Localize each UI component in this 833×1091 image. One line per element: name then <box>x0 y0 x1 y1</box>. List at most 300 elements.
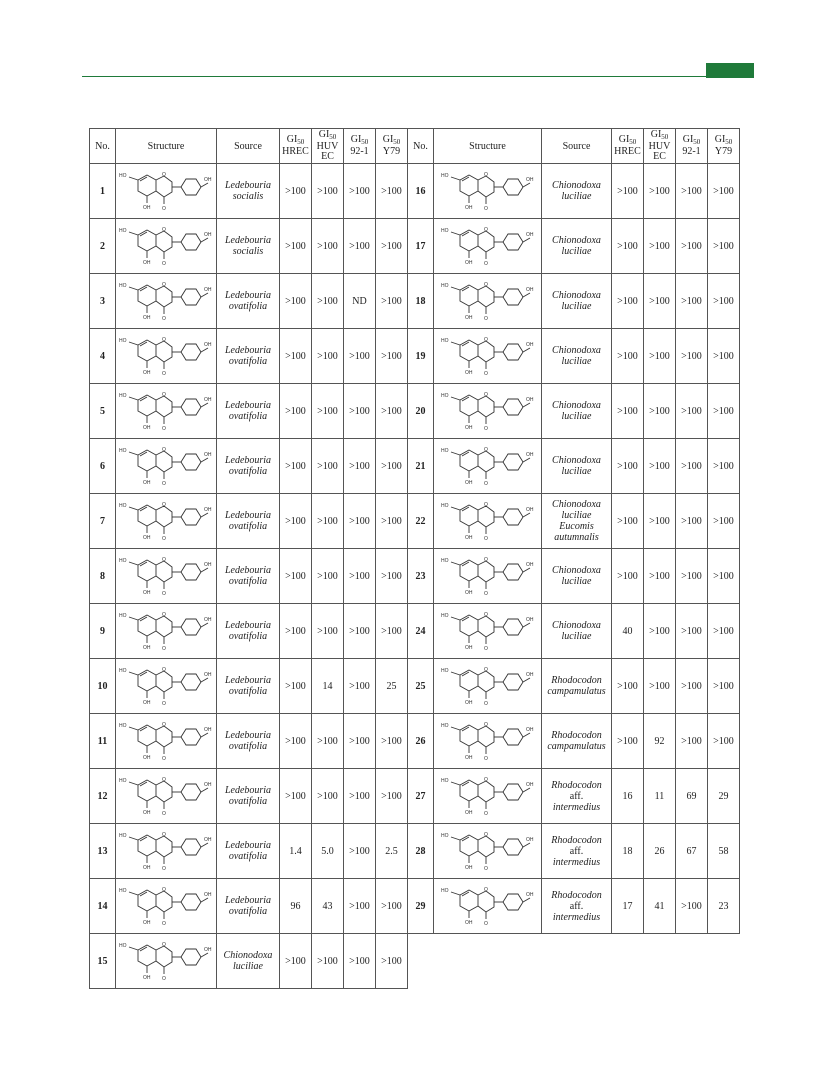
svg-text:OH: OH <box>525 837 533 843</box>
gi50-92-1: >100 <box>344 879 376 934</box>
structure-drawing <box>440 773 536 819</box>
gi50-hrec: >100 <box>612 384 644 439</box>
gi50-hrec: >100 <box>612 329 644 384</box>
svg-text:O: O <box>162 667 166 673</box>
svg-text:HO: HO <box>440 283 448 289</box>
gi50-huvec: >100 <box>644 604 676 659</box>
svg-text:HO: HO <box>119 613 127 619</box>
source-line: ovatifolia <box>228 576 268 587</box>
gi50-hrec: 40 <box>612 604 644 659</box>
structure-drawing <box>118 553 214 599</box>
compound-structure <box>434 384 542 439</box>
source-line: Ledebouria <box>224 455 272 466</box>
table-row <box>90 824 408 879</box>
gi50-92-1: >100 <box>344 219 376 274</box>
structure-drawing <box>118 663 214 709</box>
svg-text:HO: HO <box>119 228 127 234</box>
gi50-92-1: >100 <box>344 769 376 824</box>
gi50-huvec: >100 <box>644 549 676 604</box>
compound-number: 29 <box>408 879 434 934</box>
gi50-huvec: >100 <box>312 934 344 989</box>
svg-text:OH: OH <box>525 397 533 403</box>
compound-source <box>542 714 612 769</box>
gi50-y79: >100 <box>376 494 408 549</box>
svg-text:O: O <box>483 227 488 233</box>
svg-text:O: O <box>162 502 166 508</box>
svg-text:OH: OH <box>525 617 533 623</box>
svg-text:O: O <box>162 316 166 322</box>
svg-text:O: O <box>483 172 488 178</box>
gi50-hrec: >100 <box>280 549 312 604</box>
gi50-y79: >100 <box>376 164 408 219</box>
gi50-hrec: >100 <box>280 604 312 659</box>
structure-drawing <box>118 883 214 929</box>
table-row <box>90 714 408 769</box>
gi50-huvec: >100 <box>644 384 676 439</box>
compound-source <box>542 384 612 439</box>
svg-text:O: O <box>162 921 166 927</box>
source-line: ovatifolia <box>228 466 268 477</box>
svg-text:O: O <box>162 337 166 343</box>
table-row <box>408 824 740 879</box>
source-line: Ledebouria <box>224 345 272 356</box>
svg-text:OH: OH <box>464 700 472 706</box>
gi50-huvec: >100 <box>312 494 344 549</box>
svg-text:HO: HO <box>119 448 127 454</box>
gi50-92-1: >100 <box>344 604 376 659</box>
svg-text:O: O <box>483 667 488 673</box>
table-row <box>408 439 740 494</box>
svg-text:O: O <box>483 371 488 377</box>
header-no: No. <box>408 129 434 164</box>
source-line: Ledebouria <box>224 895 272 906</box>
compound-source <box>217 714 280 769</box>
svg-text:OH: OH <box>525 727 533 733</box>
gi50-hrec: >100 <box>612 714 644 769</box>
compound-number: 6 <box>90 439 116 494</box>
svg-text:HO: HO <box>119 173 127 179</box>
structure-drawing <box>118 443 214 489</box>
gi50-y79: >100 <box>708 219 740 274</box>
svg-text:OH: OH <box>143 205 151 211</box>
gi50-92-1: >100 <box>676 219 708 274</box>
gi50-hrec: >100 <box>612 494 644 549</box>
svg-text:OH: OH <box>204 892 212 898</box>
gi50-y79: >100 <box>708 274 740 329</box>
svg-text:O: O <box>162 701 166 707</box>
gi50-y79: 2.5 <box>376 824 408 879</box>
compound-structure <box>116 164 217 219</box>
compound-source <box>217 384 280 439</box>
compound-structure <box>116 439 217 494</box>
gi50-hrec: >100 <box>280 494 312 549</box>
structure-drawing <box>440 608 536 654</box>
source-line: Ledebouria <box>224 730 272 741</box>
compound-number: 2 <box>90 219 116 274</box>
compound-structure <box>434 769 542 824</box>
header-hrec: $GI_{50}$ HREC <box>612 129 644 164</box>
gi50-92-1: >100 <box>344 384 376 439</box>
source-line: Chionodoxa <box>552 345 601 356</box>
table-header-row <box>408 129 740 164</box>
structure-drawing <box>118 773 214 819</box>
svg-text:HO: HO <box>440 448 448 454</box>
gi50-92-1: >100 <box>344 549 376 604</box>
gi50-y79: 25 <box>376 659 408 714</box>
svg-text:OH: OH <box>143 425 151 431</box>
gi50-huvec: 43 <box>312 879 344 934</box>
gi50-hrec: 18 <box>612 824 644 879</box>
compound-source <box>217 164 280 219</box>
structure-drawing <box>118 223 214 269</box>
svg-text:O: O <box>483 557 488 563</box>
svg-text:HO: HO <box>440 668 448 674</box>
compound-number: 24 <box>408 604 434 659</box>
structure-drawing <box>118 828 214 874</box>
svg-text:O: O <box>162 887 166 893</box>
source-line: Ledebouria <box>224 675 272 686</box>
svg-text:O: O <box>162 942 166 948</box>
gi50-92-1: >100 <box>344 329 376 384</box>
compound-number: 21 <box>408 439 434 494</box>
table-row <box>90 494 408 549</box>
gi50-y79: >100 <box>376 329 408 384</box>
compound-number: 26 <box>408 714 434 769</box>
source-line: luciliae <box>561 356 592 367</box>
gi50-92-1: >100 <box>676 494 708 549</box>
compound-number: 14 <box>90 879 116 934</box>
svg-text:O: O <box>483 392 488 398</box>
gi50-huvec: 41 <box>644 879 676 934</box>
source-line: Chionodoxa <box>552 565 601 576</box>
source-line: Ledebouria <box>224 620 272 631</box>
svg-text:HO: HO <box>119 888 127 894</box>
svg-text:O: O <box>162 536 166 542</box>
gi50-y79: >100 <box>376 549 408 604</box>
gi50-huvec: >100 <box>312 274 344 329</box>
table-row <box>408 274 740 329</box>
source-line: Ledebouria <box>224 290 272 301</box>
svg-text:HO: HO <box>119 503 127 509</box>
svg-text:HO: HO <box>440 338 448 344</box>
svg-text:HO: HO <box>119 668 127 674</box>
compound-structure <box>116 274 217 329</box>
compound-number: 28 <box>408 824 434 879</box>
svg-text:O: O <box>162 591 166 597</box>
gi50-y79: >100 <box>708 549 740 604</box>
svg-text:OH: OH <box>143 590 151 596</box>
gi50-hrec: >100 <box>280 934 312 989</box>
svg-text:O: O <box>162 371 166 377</box>
structure-drawing <box>118 388 214 434</box>
compound-source <box>542 769 612 824</box>
table-row <box>408 659 740 714</box>
table-row <box>90 604 408 659</box>
source-line: ovatifolia <box>228 411 268 422</box>
table-row <box>408 714 740 769</box>
gi50-huvec: >100 <box>312 769 344 824</box>
svg-text:O: O <box>483 261 488 267</box>
compound-source <box>542 274 612 329</box>
source-line: luciliae <box>561 466 592 477</box>
compound-structure <box>434 219 542 274</box>
header-92-1: $GI_{50}$ 92-1 <box>676 129 708 164</box>
compound-source <box>542 659 612 714</box>
svg-text:HO: HO <box>440 888 448 894</box>
compound-structure <box>116 219 217 274</box>
svg-text:O: O <box>483 426 488 432</box>
gi50-y79: >100 <box>708 384 740 439</box>
compound-number: 15 <box>90 934 116 989</box>
gi50-hrec: >100 <box>612 274 644 329</box>
gi50-92-1: >100 <box>344 714 376 769</box>
source-line: intermedius <box>552 801 601 813</box>
gi50-hrec: >100 <box>612 549 644 604</box>
svg-text:O: O <box>483 722 488 728</box>
svg-text:OH: OH <box>464 205 472 211</box>
svg-text:HO: HO <box>440 228 448 234</box>
source-line: Eucomis <box>559 521 594 532</box>
structure-drawing <box>440 718 536 764</box>
compound-source <box>217 274 280 329</box>
source-line: Chionodoxa <box>552 180 601 191</box>
table-row <box>408 219 740 274</box>
gi50-huvec: >100 <box>644 659 676 714</box>
compound-structure <box>434 329 542 384</box>
source-line: Ledebouria <box>224 510 272 521</box>
gi50-hrec: 1.4 <box>280 824 312 879</box>
svg-text:OH: OH <box>204 672 212 678</box>
header-structure: Structure <box>116 129 217 164</box>
svg-text:O: O <box>162 557 166 563</box>
svg-text:OH: OH <box>525 782 533 788</box>
gi50-hrec: >100 <box>280 274 312 329</box>
svg-text:OH: OH <box>464 260 472 266</box>
svg-text:OH: OH <box>204 562 212 568</box>
svg-text:O: O <box>162 392 166 398</box>
gi50-y79: >100 <box>376 439 408 494</box>
compound-structure <box>116 604 217 659</box>
gi50-huvec: 5.0 <box>312 824 344 879</box>
svg-text:OH: OH <box>143 535 151 541</box>
source-line: luciliae <box>561 631 592 642</box>
svg-text:HO: HO <box>119 833 127 839</box>
svg-text:O: O <box>162 481 166 487</box>
source-line: Rhodocodon <box>551 889 602 901</box>
gi50-92-1: >100 <box>676 384 708 439</box>
structure-drawing <box>118 608 214 654</box>
svg-text:O: O <box>162 426 166 432</box>
gi50-92-1: 67 <box>676 824 708 879</box>
gi50-y79: >100 <box>708 329 740 384</box>
svg-text:OH: OH <box>525 507 533 513</box>
svg-text:OH: OH <box>525 287 533 293</box>
source-line: luciliae <box>561 301 592 312</box>
svg-text:O: O <box>162 172 166 178</box>
compound-source <box>217 439 280 494</box>
svg-text:O: O <box>162 777 166 783</box>
gi50-92-1: >100 <box>676 879 708 934</box>
header-92-1: $GI_{50}$ 92-1 <box>344 129 376 164</box>
gi50-92-1: >100 <box>676 714 708 769</box>
svg-text:OH: OH <box>464 370 472 376</box>
svg-text:O: O <box>162 722 166 728</box>
svg-text:O: O <box>483 536 488 542</box>
gi50-huvec: 92 <box>644 714 676 769</box>
compound-source <box>217 604 280 659</box>
compound-source <box>542 494 612 549</box>
gi50-y79: >100 <box>376 274 408 329</box>
compound-number: 7 <box>90 494 116 549</box>
gi50-92-1: >100 <box>344 824 376 879</box>
gi50-92-1: >100 <box>344 659 376 714</box>
source-line: ovatifolia <box>228 741 268 752</box>
compound-number: 18 <box>408 274 434 329</box>
gi50-huvec: >100 <box>644 219 676 274</box>
gi50-y79: >100 <box>376 604 408 659</box>
table-row <box>408 494 740 549</box>
svg-text:OH: OH <box>204 837 212 843</box>
svg-text:OH: OH <box>143 480 151 486</box>
gi50-92-1: >100 <box>676 439 708 494</box>
svg-text:O: O <box>162 282 166 288</box>
compound-number: 19 <box>408 329 434 384</box>
gi50-huvec: >100 <box>644 164 676 219</box>
compound-structure <box>116 549 217 604</box>
compound-source <box>542 329 612 384</box>
source-line: ovatifolia <box>228 851 268 862</box>
compound-source <box>542 879 612 934</box>
gi50-huvec: >100 <box>312 219 344 274</box>
compound-structure <box>434 439 542 494</box>
svg-text:OH: OH <box>143 810 151 816</box>
gi50-hrec: >100 <box>280 164 312 219</box>
compound-table-left <box>89 128 408 989</box>
svg-text:HO: HO <box>440 558 448 564</box>
source-line: luciliae <box>233 961 263 972</box>
svg-text:O: O <box>483 502 488 508</box>
gi50-y79: >100 <box>376 714 408 769</box>
svg-text:OH: OH <box>204 947 212 953</box>
svg-text:OH: OH <box>143 645 151 651</box>
compound-source <box>217 329 280 384</box>
compound-structure <box>434 549 542 604</box>
gi50-y79: >100 <box>708 659 740 714</box>
table-header-row <box>90 129 408 164</box>
compound-structure <box>116 494 217 549</box>
compound-structure <box>116 384 217 439</box>
table-row <box>90 659 408 714</box>
svg-text:OH: OH <box>204 342 212 348</box>
gi50-huvec: >100 <box>644 329 676 384</box>
table-row <box>408 879 740 934</box>
gi50-hrec: >100 <box>612 659 644 714</box>
header-y79: $GI_{50}$ Y79 <box>708 129 740 164</box>
gi50-hrec: 16 <box>612 769 644 824</box>
gi50-y79: 58 <box>708 824 740 879</box>
gi50-hrec: 96 <box>280 879 312 934</box>
gi50-y79: 23 <box>708 879 740 934</box>
header-hrec: $GI_{50}$ HREC <box>280 129 312 164</box>
compound-structure <box>116 659 217 714</box>
gi50-92-1: >100 <box>344 439 376 494</box>
svg-text:OH: OH <box>525 177 533 183</box>
gi50-92-1: ND <box>344 274 376 329</box>
svg-text:OH: OH <box>204 507 212 513</box>
svg-text:O: O <box>483 282 488 288</box>
source-line: Chionodoxa <box>552 235 601 246</box>
structure-drawing <box>118 938 214 984</box>
svg-text:OH: OH <box>143 315 151 321</box>
svg-text:OH: OH <box>464 315 472 321</box>
svg-text:O: O <box>162 227 166 233</box>
compound-structure <box>116 714 217 769</box>
structure-drawing <box>440 443 536 489</box>
compound-source <box>217 879 280 934</box>
table-row <box>408 329 740 384</box>
compound-source <box>217 219 280 274</box>
table-row <box>90 879 408 934</box>
compound-source <box>542 164 612 219</box>
svg-text:OH: OH <box>464 920 472 926</box>
gi50-hrec: >100 <box>612 164 644 219</box>
svg-text:OH: OH <box>464 810 472 816</box>
gi50-huvec: >100 <box>312 329 344 384</box>
compound-structure <box>434 714 542 769</box>
structure-drawing <box>440 388 536 434</box>
svg-text:OH: OH <box>143 865 151 871</box>
svg-text:O: O <box>162 832 166 838</box>
compound-number: 17 <box>408 219 434 274</box>
svg-text:OH: OH <box>525 342 533 348</box>
gi50-y79: >100 <box>376 384 408 439</box>
gi50-y79: >100 <box>708 164 740 219</box>
header-huvec: $GI_{50}$ HUV EC <box>312 129 344 164</box>
svg-text:HO: HO <box>440 173 448 179</box>
gi50-huvec: 11 <box>644 769 676 824</box>
source-line: ovatifolia <box>228 521 268 532</box>
compound-source <box>542 219 612 274</box>
svg-text:OH: OH <box>143 920 151 926</box>
gi50-y79: >100 <box>376 769 408 824</box>
gi50-92-1: 69 <box>676 769 708 824</box>
gi50-huvec: >100 <box>312 549 344 604</box>
gi50-huvec: >100 <box>312 384 344 439</box>
svg-text:HO: HO <box>119 393 127 399</box>
gi50-92-1: >100 <box>676 659 708 714</box>
gi50-y79: >100 <box>708 714 740 769</box>
svg-text:O: O <box>483 866 488 872</box>
compound-number: 12 <box>90 769 116 824</box>
gi50-y79: >100 <box>708 439 740 494</box>
compound-source <box>542 604 612 659</box>
source-line: luciliae <box>561 191 592 202</box>
svg-text:HO: HO <box>119 338 127 344</box>
svg-text:O: O <box>162 866 166 872</box>
compound-structure <box>434 494 542 549</box>
svg-text:OH: OH <box>143 700 151 706</box>
gi50-y79: 29 <box>708 769 740 824</box>
compound-source <box>217 769 280 824</box>
svg-text:HO: HO <box>440 503 448 509</box>
source-line: Chionodoxa <box>552 499 601 510</box>
gi50-huvec: >100 <box>312 439 344 494</box>
svg-text:OH: OH <box>204 287 212 293</box>
source-line: luciliae <box>561 411 592 422</box>
source-line: aff. <box>569 845 584 857</box>
table-row <box>408 769 740 824</box>
svg-text:O: O <box>483 756 488 762</box>
